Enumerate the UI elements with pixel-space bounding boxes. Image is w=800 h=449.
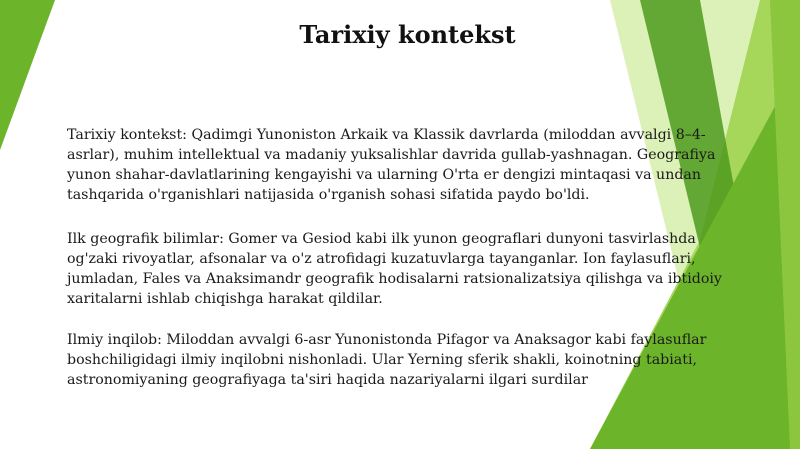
text-line: astronomiyaning geografiyaga ta'siri haqida nazariyalarni ilgari surdilar [67,372,588,388]
text-line: Ilmiy inqilob: Miloddan avvalgi 6-asr Yunonistonda Pifagor va Anaksagor kabi faylasuflar [67,332,707,348]
text-line: Tarixiy kontekst: Qadimgi Yunoniston Arkaik va Klassik davrlarda (miloddan avvalgi 8–4- [67,127,706,143]
text-line: asrlar), muhim intellektual va madaniy yuksalishlar davrida gullab-yashnagan. Geografiya [67,147,716,163]
text-line: tashqarida o'rganishlari natijasida o'rganish sohasi sifatida paydo bo'ldi. [67,187,590,203]
text-line: yunon shahar-davlatlarining kengayishi va ularning O'rta er dengizi mintaqasi va undan [67,167,702,183]
text-line: og'zaki rivoyatlar, afsonalar va o'z atrofidagi kuzatuvlarga tayanganlar. Ion faylasuflari, [67,251,696,267]
slide-title: Tarixiy kontekst [299,20,516,49]
text-line: xaritalarni ishlab chiqishga harakat qildilar. [67,291,383,307]
paragraph-scientific-revolution [67,330,727,390]
paragraph-historical-context [67,125,727,205]
text-line: Ilk geografik bilimlar: Gomer va Gesiod kabi ilk yunon geograflari dunyoni tasvirlashda [67,231,696,247]
text-line: boshchiligidagi ilmiy inqilobni nishonladi. Ular Yerning sferik shakli, koinotning tabiati, [67,352,697,368]
paragraph-early-knowledge [67,229,727,309]
text-line: jumladan, Fales va Anaksimandr geografik hodisalarni ratsionalizatsiya qilishga va ibtidoiy [67,271,722,287]
